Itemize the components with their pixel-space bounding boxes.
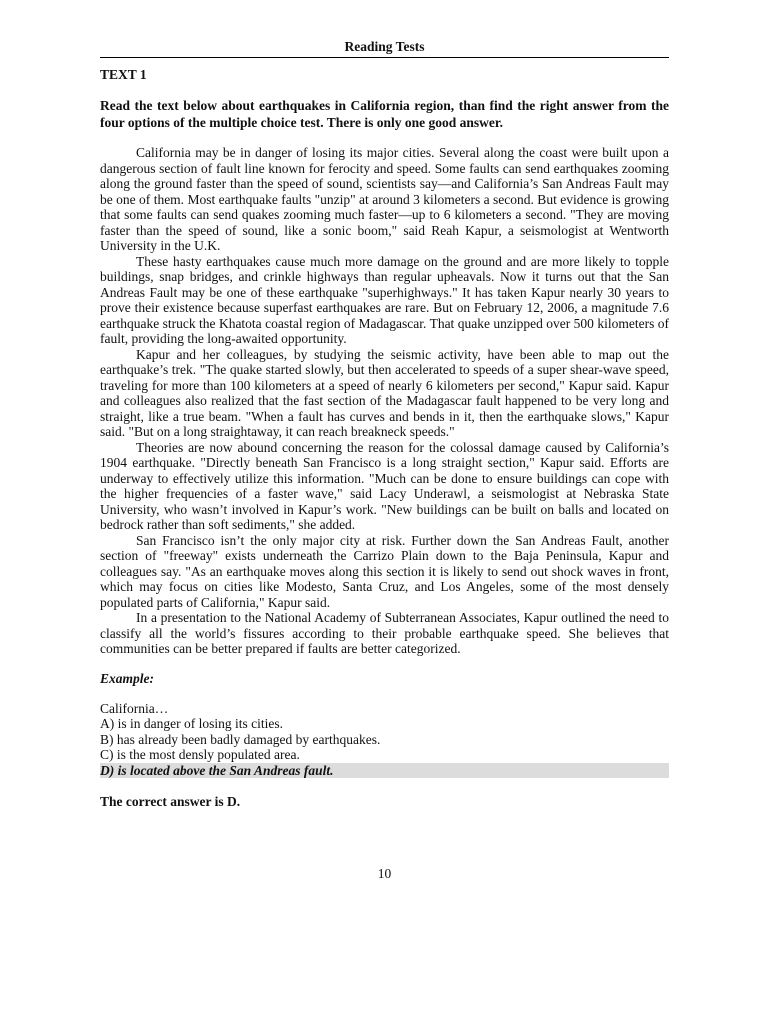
question-stem: California… [100,700,169,716]
answer-option-d-selected: D) is located above the San Andreas fault. [100,763,669,779]
page-number: 10 [377,866,392,881]
task-instructions: Read the text below about earthquakes in California region, than find the right answer from the four options of the multiple choice test. There is only one good answer. [100,98,669,130]
answer-option-c: C) is the most densly populated area. [100,747,300,762]
passage-paragraph: California may be in danger of losing its major cities. Several along the coast were built upon a dangerous section of fault line known for ferocity and speed. Some faults can send earthquakes zooming along the ground faster than the speed of sound, scientists say—and California’s San Andreas Fault may be one of them. Most earthquake faults "unzip" at around 3 kilometers a second. But evidence is growing that some faults can send quakes zooming much faster—up to 6 kilometers a second. "They are moving faster than the speed of sound, like a sonic boom," said Reah Kapur, a seismologist at Wentworth University in the U.K. [100,145,669,253]
answer-option-b: B) has already been badly damaged by earthquakes. [100,731,381,747]
answer-options [100,716,669,778]
passage-paragraph: These hasty earthquakes cause much more damage on the ground and are more likely to topple buildings, snap bridges, and crinkle highways than regular upheavals. Now it turns out that the San Andreas Fault may be one of these earthquake "superhighways." It has taken Kapur nearly 30 years to prove their existence because superfast earthquakes are rare. But on February 12, 2006, a magnitude 7.6 earthquake struck the Khatota coastal region of Madagascar. That quake unzipped over 500 kilometers of fault, providing the long-awaited opportunity. [100,253,669,346]
answer-option-a: A) is in danger of losing its cities. [100,716,283,731]
reading-passage [100,145,669,657]
document-page [100,38,669,881]
running-header: Reading Tests [100,38,669,58]
passage-paragraph: San Francisco isn’t the only major city at risk. Further down the San Andreas Fault, another section of "freeway" exists underneath the Carrizo Plain down to the Baja Peninsula, Kapur and colleagues say. "As an earthquake moves along this section it is likely to send out shock waves in front, which may focus on cities like Modesto, Santa Cruz, and Los Angeles, some of the most densely populated parts of California," Kapur said. [100,532,669,610]
correct-answer-statement: The correct answer is D. [100,794,241,809]
passage-paragraph: Kapur and her colleagues, by studying the seismic activity, have been able to map out the earthquake’s trek. "The quake started slowly, but then accelerated to speeds of a super shear-wave speed, traveling for more than 100 kilometers at a speed of nearly 6 kilometers per second," Kapur said. Kapur and colleagues also realized that the fast section of the Madagascar fault happened to be very long and straight, like a true beam. "When a fault has curves and bends in it, then the earthquake slows," Kapur said. "But on a long straightaway, it can reach breakneck speeds." [100,346,669,439]
passage-paragraph: In a presentation to the National Academy of Subterranean Associates, Kapur outlined the need to classify all the world’s fissures according to their probable earthquake speed. She believes that communities can be better prepared if faults are better categorized. [100,610,669,656]
example-label: Example: [100,670,154,686]
section-label: TEXT 1 [100,67,147,82]
passage-paragraph: Theories are now abound concerning the reason for the colossal damage caused by California’s 1904 earthquake. "Directly beneath San Francisco is a long straight section," Kapur said. Efforts are underway to effectively utilize this information. "Much can be done to ensure buildings can cope with the higher frequencies of a faster wave," said Lacy Underawl, a seismologist at Nebraska State University, who wasn’t involved in Kapur’s work. "New buildings can be built on balls and located on bedrock rather than soft sediments," she added. [100,439,669,532]
